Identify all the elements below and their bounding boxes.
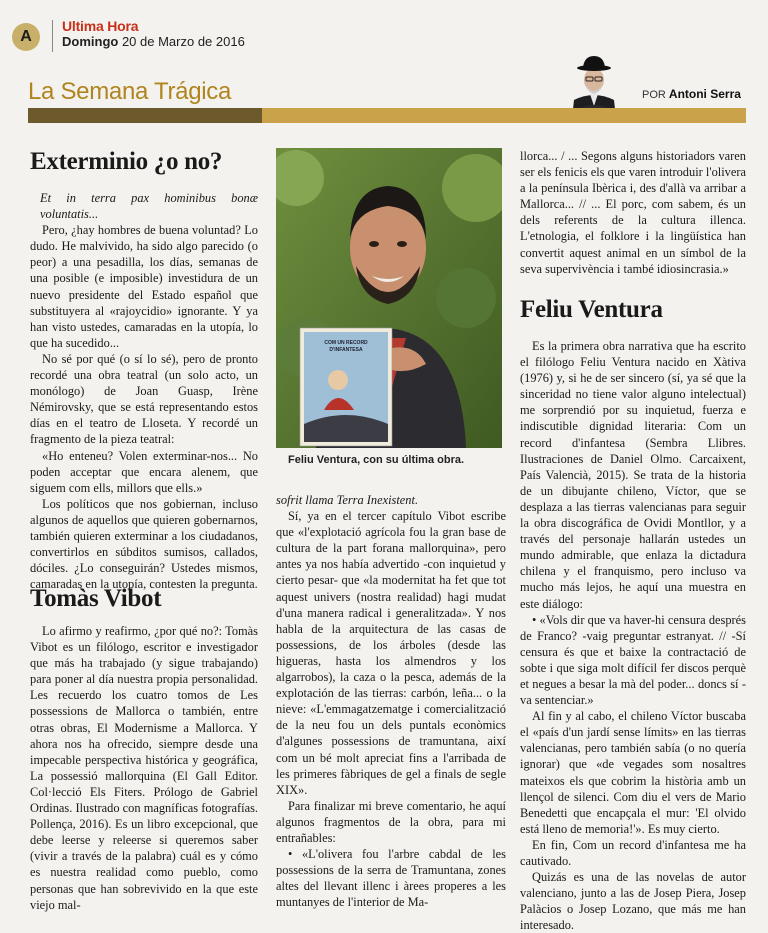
- headline-vibot: Tomàs Vibot: [30, 585, 162, 612]
- newspaper-name: Ultima Hora: [62, 18, 139, 34]
- article-vibot-continued: [276, 492, 506, 910]
- quote: «Ho enteneu? Volen exterminar-nos... No poden acceptar que encara alenem, que siguem com ells, millors que ells.»: [30, 448, 258, 495]
- photo-caption: Feliu Ventura, con su última obra.: [288, 454, 465, 466]
- headline-ventura: Feliu Ventura: [520, 296, 663, 323]
- issue-date-text: 20 de Marzo de 2016: [121, 34, 245, 49]
- quote: llorca... / ... Segons alguns historiadors varen ser els fenicis els que varen introduir l'olivera a la península Ibèrica i, des d'allà va arribar a Mallorca... // ... El porc, com sabem, és un dels referents de la cultura illenca. L'etnologia, el folklore i la lingüística han convertit aquest animal en un símbol de la seva supervivència i també idiosincrasia.»: [520, 149, 746, 276]
- article-vibot: [30, 585, 258, 913]
- paragraph: Pero, ¿hay hombres de buena voluntad? Lo dudo. He malvivido, ha sido algo parecido (o peor) a una pesadilla, los días, semanas de una posible (e imposible) investidura de un nuevo presidente del Estado español que substituyera al «rajoycidio» ignorante. Y ya han visto ustedes, camaradas en la utopía, lo que ha sucedido...: [30, 223, 258, 350]
- article-exterminio: [30, 148, 258, 592]
- masthead: [0, 0, 768, 60]
- issue-date: [62, 34, 245, 49]
- epigraph: Et in terra pax hominibus bonæ voluntatis...: [40, 191, 258, 222]
- paragraph: sofrit llama Terra Inexistent.: [276, 493, 419, 507]
- section-badge: A: [12, 23, 40, 51]
- book-title-line-2: D'INFANTESA: [329, 347, 363, 353]
- issue-day: Domingo: [62, 34, 119, 49]
- headline-exterminio: Exterminio ¿o no?: [30, 148, 223, 175]
- book-title-line-1: COM UN RECORD: [324, 340, 368, 346]
- byline: [642, 87, 741, 101]
- paragraph: Los políticos que nos gobiernan, incluso algunos de aquellos que quieren gobernarnos, también quieren exterminar a los ciudadanos, convertirlos en súbditos sumisos, callados, dóciles. ¿Lo conseguirán? Ustedes mismos, camaradas en la utopía, contesten la pregunta.: [30, 496, 258, 592]
- quote: • «Vols dir que va haver-hi censura després de Franco? -vaig preguntar estranyat. // -Sí censura és que et baixe la contractació de sobte i que siga molt difícil fer discos perquè et negues a besar la mà del poder... doncs sí -va sentenciar.»: [520, 612, 746, 708]
- article-ventura: [520, 296, 746, 933]
- paragraph: Quizás es una de las novelas de autor valenciano, junto a las de Josep Piera, Josep Palàcios o Josep Lozano, que más me han interesado.: [520, 870, 746, 933]
- section-band: [28, 108, 746, 123]
- paragraph: Al fin y al cabo, el chileno Víctor buscaba el «país d'un jardí sense límits» en las tierras valencianas, pero también sabía (o no quería ignorar) que «de vegades som nosaltres mateixos els que cobrim la història amb un llençol de silenci. Com diu el vers de Mario Benedetti que encapçala el mur: 'El olvido está lleno de memoria!'». Es muy cierto.: [520, 709, 746, 836]
- paragraph: No sé por qué (o sí lo sé), pero de pronto recordé una obra teatral (un solo acto, un monólogo) de Joan Guasp, Irène Némirovsky, que se está representando estos días en el teatro de Lloseta. Y recordé un fragmento de la pieza teatral:: [30, 351, 258, 447]
- section-band-dark: [28, 108, 262, 123]
- article-photo: [276, 148, 502, 448]
- quote: • «L'olivera fou l'arbre cabdal de les possessions de la serra de Tramuntana, zones altes del llevant illenc i àrees properes a les muntanyes de l'interior de Ma-: [276, 847, 506, 910]
- paragraph: En fin, Com un record d'infantesa me ha cautivado.: [520, 837, 746, 868]
- section-title: La Semana Trágica: [28, 78, 232, 105]
- byline-author: Antoni Serra: [668, 87, 741, 101]
- paragraph: Es la primera obra narrativa que ha escrito el filólogo Feliu Ventura nacido en Xàtiva (1976) y, si he de ser sincero (sí, ya sé que la sinceridad no tiene valor alguno intelectual) me sorprendió por su inquietud, fuerza e indiscutible dignidad literaria: Com un record d'infantesa (Sembra Llibres. Ilustraciones de Daniel Olmo. Carcaixent, País Valencià, 2015). Se trata de la historia de un dibujante chileno, Víctor, que se desplaza a las tierras valencianas para seguir la obra discográfica de Ovidi Montllor, y a través del personaje hallarán ustedes un mundo admirable, que enlaza la dictadura chilena y el franquismo, pero incluso va mucho más lejos, he aquí una muestra en este diálogo:: [520, 339, 746, 611]
- article-vibot-end: [520, 148, 746, 277]
- masthead-divider: [52, 20, 53, 52]
- paragraph: Lo afirmo y reafirmo, ¿por qué no?: Tomàs Vibot es un filólogo, escritor e investigador que más ha trabajado (y sigue trabajando) para poner al día nuestra propia personalidad. Les recuerdo los cuatro tomos de Les possessions de Mallorca o también, entre otras obras, El Modernisme a Mallorca. Y ahora nos ha ofrecido, siempre desde una impecable perspectiva histórica y geográfica, La possessió mallorquina (El Gall Editor. Col·lecció Els Fiters. Prólogo de Gabriel Ordinas. Ilustrado con magníficas fotografías. Pollença, 2016). Es un libro excepcional, que debe leerse y releerse si queremos saber (vivir a través de la palabra) cuál es y cómo es nuestra realidad como pueblo, como personas que han sobrevivido en la que este viejo mal-: [30, 624, 258, 912]
- byline-prefix: POR: [642, 89, 666, 101]
- paragraph: Sí, ya en el tercer capítulo Vibot escribe que «l'explotació agrícola fou la gran base de cultura de la part forana mallorquina», pero antes ya nos había advertido -con inquietud y cierto pesar- que «la modernitat ha fet que tot aquest univers (nostra realidad) hagi mudat d'una manera radical i generalitzada». Y nos habla de la arquitectura de las casas de possessions, de los árboles (desde las higueras, hasta los almendros y los algarrobos), la caza o la pesca, además de la explotación de las tierras: carbón, leña... o la nieve: «L'emmagatzematge i comercialització de la neu fou un dels puntals econòmics d'algunes possessions de tramuntana, així com un bé molt apreciat fins a l'arribada de les primeres fàbriques de gel a finals de segle XIX».: [276, 509, 506, 797]
- paragraph: Para finalizar mi breve comentario, he aquí algunos fragmentos de la obra, para mi entrañables:: [276, 798, 506, 845]
